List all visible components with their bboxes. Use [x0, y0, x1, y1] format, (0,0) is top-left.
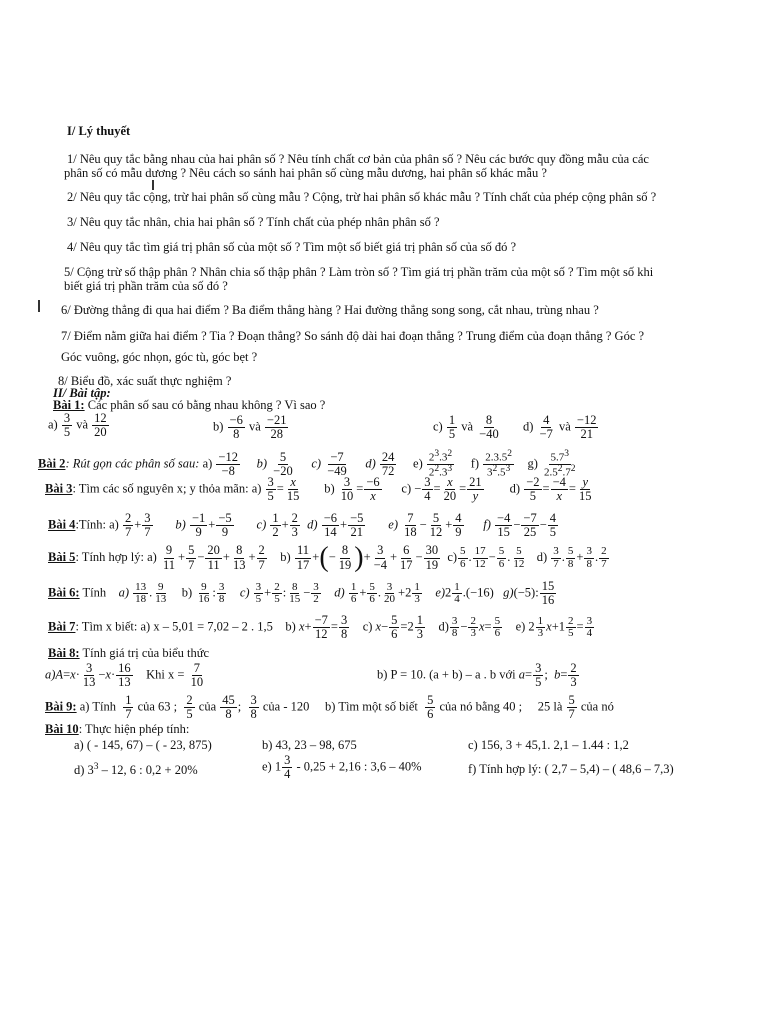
exercise-label: Bài 6:	[48, 585, 80, 600]
theory-question-7: 7/ Điểm nằm giữa hai điểm ? Tia ? Đoạn thẳng? So sánh độ dài hai đoạn thẳng ? Trung điểm của đoạn thẳng ? Góc ?	[61, 329, 645, 343]
theory-question-7-cont: Góc vuông, góc nhọn, góc tù, góc bẹt ?	[61, 350, 258, 364]
exercise-10e: e) 1 $\frac{3}{4}$ - 0,25 + 2,16 : 3,6 – 40%	[262, 753, 422, 782]
exercise-text: : Thực hiện phép tính:	[78, 722, 190, 736]
exercise-10f: f) Tính hợp lý: ( 2,7 – 5,4) – ( 48,6 – 7,3)	[468, 762, 674, 776]
exercise-text: Tính giá trị của biểu thức	[82, 646, 210, 660]
section-heading-theory: I/ Lý thuyết	[67, 124, 131, 138]
exercise-text: : Tính hợp lý:	[75, 549, 144, 564]
exercise-9: Bài 9: a) Tính $\frac{1}{7}$ của 63 ; $\frac{2}{5}$ của $\frac{45}{8}$ ; $\frac{3}{8}$ của - 120 b) Tìm một số biết $\frac{5}{6}$ của nó bằng 40 ; 25 là $\frac{5}{7}$ của nó	[45, 693, 614, 722]
theory-question-6: 6/ Đường thẳng đi qua hai điểm ? Ba điểm thẳng hàng ? Hai đường thẳng song song, cắt nhau, trùng nhau ?	[61, 303, 599, 317]
exercise-label: Bài 4	[48, 517, 76, 532]
exercise-text: Các phân số sau có bằng nhau không ? Vì sao ?	[87, 398, 326, 412]
exercise-8a: a)A=x· $\frac{3}{13}$ −x· $\frac{16}{13}$ Khi x = $\frac{7}{10}$	[45, 661, 204, 690]
exercise-5: Bài 5: Tính hợp lý: a) $\frac{9}{11}$ + $\frac{5}{7}$ − $\frac{20}{11}$ + $\frac{8}{13}$ + $\frac{2}{7}$ b) $\frac{11}{17}$ +(− $\frac{8}{19}$ )+ $\frac{3}{-4}$ + $\frac{6}{17}$ − $\frac{30}{19}$ c) $\frac{5}{6}$ . $\frac{17}{12}$ − $\frac{5}{6}$ . $\frac{5}{12}$ d) $\frac{3}{7}$ . $\frac{5}{8}$ + $\frac{3}{8}$ . $\frac{2}{7}$	[48, 542, 607, 573]
exercise-1b: b) $\frac{-6}{8}$ và $\frac{-21}{28}$	[213, 413, 287, 442]
exercise-7: Bài 7: Tìm x biết: a) x – 5,01 = 7,02 – 2 . 1,5 b) x+ $\frac{-7}{12}$ = $\frac{3}{8}$ c) x− $\frac{5}{6}$ =2 $\frac{1}{3}$ d) $\frac{3}{8}$ − $\frac{2}{3}$ x= $\frac{5}{6}$ e) 2 $\frac{1}{3}$ x+1 $\frac{2}{5}$ = $\frac{3}{4}$	[48, 613, 593, 642]
section-heading-exercises: II/ Bài tập:	[53, 386, 111, 400]
exercise-6: Bài 6: Tính a) $\frac{13}{18}$ . $\frac{9}{13}$ b) $\frac{9}{16}$ : $\frac{3}{8}$ c) $\frac{3}{5}$ + $\frac{2}{5}$ : $\frac{8}{15}$ − $\frac{3}{2}$ d) $\frac{1}{6}$ + $\frac{5}{6}$ . $\frac{3}{20}$ +2 $\frac{1}{3}$ e)2 $\frac{1}{4}$ .(−16) g)(−5): $\frac{15}{16}$	[48, 579, 555, 608]
exercise-label: Bài 9:	[45, 699, 77, 714]
theory-question-5: 5/ Cộng trừ số thập phân ? Nhân chia số thập phân ? Làm tròn số ? Tìm giá trị phần trăm của một số ? Tìm một số khi	[64, 265, 654, 279]
exercise-1a: a) $\frac{3}{5}$ và $\frac{12}{20}$	[48, 411, 107, 440]
exercise-label: Bài 1:	[53, 398, 85, 412]
exercise-8-title	[48, 646, 209, 661]
exercise-3: Bài 3: Tìm các số nguyên x; y thỏa mãn: a) $\frac{3}{5}$ = $\frac{x}{15}$ b) $\frac{3}{10}$ = $\frac{-6}{x}$ c) − $\frac{3}{4}$ = $\frac{x}{20}$ = $\frac{21}{y}$ d) $\frac{-2}{5}$ = $\frac{-4}{x}$ = $\frac{y}{15}$	[45, 475, 592, 504]
exercise-label: Bài 8:	[48, 646, 80, 660]
theory-question-8: 8/ Biểu đồ, xác suất thực nghiệm ?	[58, 374, 232, 388]
exercise-label: Bài 5	[48, 549, 76, 564]
exercise-1d: d) $\frac{4}{-7}$ và $\frac{-12}{21}$	[523, 413, 597, 442]
theory-question-2: 2/ Nêu quy tắc cộng, trừ hai phân số cùng mẫu ? Cộng, trừ hai phân số khác mẫu ? Tính chất của phép cộng phân số ?	[67, 190, 657, 204]
exercise-label: Bài 3	[45, 481, 73, 496]
exercise-label: Bài 10	[45, 722, 79, 736]
exercise-1c: c) $\frac{1}{5}$ và $\frac{8}{-40}$	[433, 413, 499, 442]
exercise-10-title	[45, 722, 189, 737]
exercise-text: : Tìm x biết:	[75, 619, 138, 634]
exercise-10c: c) 156, 3 + 45,1. 2,1 – 1.44 : 1,2	[468, 738, 629, 752]
exercise-4: Bài 4:Tính: a) $\frac{2}{7}$ + $\frac{3}{7}$ b) $\frac{-1}{9}$ + $\frac{-5}{9}$ c) $\frac{1}{2}$ + $\frac{2}{3}$ d) $\frac{-6}{14}$ + $\frac{-5}{21}$ e) $\frac{7}{18}$ − $\frac{5}{12}$ + $\frac{4}{9}$ f) $\frac{-4}{15}$ − $\frac{-7}{25}$ − $\frac{4}{5}$	[48, 511, 557, 540]
exercise-10b: b) 43, 23 – 98, 675	[262, 738, 357, 752]
scan-mark	[38, 300, 40, 312]
exercise-text: : Rút gọn các phân số sau:	[65, 456, 200, 471]
theory-question-1-cont: phân số có mẫu dương ? Nêu cách so sánh hai phân số cùng mẫu dương, hai phân số khác mẫu ?	[64, 166, 547, 180]
theory-question-5-cont: biết giá trị phần trăm của số đó ?	[64, 279, 228, 293]
scan-mark	[152, 180, 154, 190]
theory-question-4: 4/ Nêu quy tắc tìm giá trị phân số của một số ? Tìm một số biết giá trị phân số của số đó ?	[67, 240, 516, 254]
exercise-10a: a) ( - 145, 67) – ( - 23, 875)	[74, 738, 212, 752]
theory-question-3: 3/ Nêu quy tắc nhân, chia hai phân số ? Tính chất của phép nhân phân số ?	[67, 215, 440, 229]
exercise-text: a) Tính	[79, 699, 116, 714]
exercise-8b: b) P = 10. (a + b) – a . b với a= $\frac{3}{5}$ ; b= $\frac{2}{3}$	[377, 661, 577, 690]
exercise-label: Bài 7	[48, 619, 76, 634]
exercise-label: Bài 2	[38, 456, 66, 471]
exercise-10d: d) $3^3 - 12$, 6 : 0,2 + 20%	[74, 762, 198, 778]
theory-question-1: 1/ Nêu quy tắc bằng nhau của hai phân số ? Nêu tính chất cơ bản của phân số ? Nêu các bước quy đồng mẫu của các	[67, 152, 649, 166]
exercise-2: Bài 2: Rút gọn các phân số sau: a) $\frac{-12}{-8}$ b) $\frac{5}{-20}$ c) $\frac{-7}{-49}$ d) $\frac{24}{72}$ e) $\frac{2^3.3^2}{2^2.3^3}$ f) $\frac{2.3.5^2}{3^2.5^3}$ g) $\frac{5.7^3}{2.5^2.7^2}$	[38, 449, 576, 479]
exercise-text: :Tính:	[75, 517, 106, 532]
exercise-text: Tính	[82, 585, 107, 600]
exercise-text: : Tìm các số nguyên x; y thỏa mãn:	[72, 481, 249, 496]
